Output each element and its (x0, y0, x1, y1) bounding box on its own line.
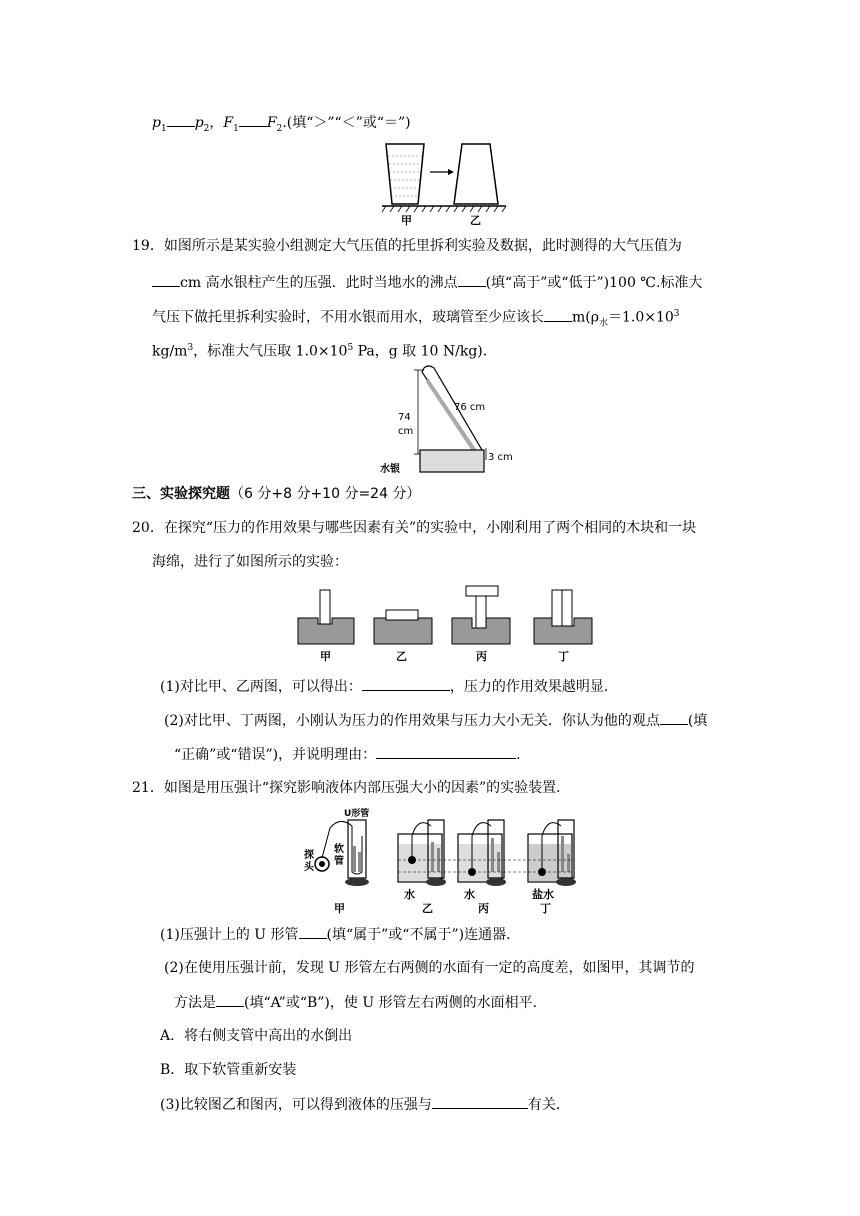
q21-figure (300, 806, 590, 916)
rho-subscript: 水 (598, 318, 608, 329)
q20-figure (296, 582, 596, 662)
question-text: (2)在使用压强计前，发现 U 形管左右两侧的水面有一定的高度差，如图甲，其调节的 (164, 960, 695, 976)
q21-sub2 (164, 958, 695, 978)
fill-hint: .(填“＞”“＜”或“＝”) (282, 115, 411, 131)
fig-label-jia: 甲 (401, 214, 412, 227)
question-text: 如图所示是某实验小组测定大气压值的托里拆利实验及数据，此时测得的大气压值为 (163, 238, 682, 254)
question-text: Pa，g 取 10 N/kg)． (353, 343, 497, 360)
option-text: B．取下软管重新安装 (160, 1062, 297, 1078)
q18-figure (380, 138, 510, 228)
question-text: (3)比较图乙和图丙，可以得到液体的压强与 (160, 1097, 432, 1113)
question-text: 气压下做托里拆利实验时，不用水银而用水，玻璃管至少应该长 (152, 309, 544, 326)
question-text: 如图是用压强计“探究影响液体内部压强大小的因素”的实验装置． (163, 780, 571, 796)
question-text: 海绵，进行了如图所示的实验： (152, 554, 348, 570)
sponge-diagrams (296, 582, 596, 648)
answer-blank[interactable] (458, 272, 486, 287)
label-3cm: 3 cm (488, 452, 513, 463)
label-hose: 软管 (334, 844, 344, 867)
question-number: 21． (132, 780, 164, 796)
fig-label-yi: 乙 (422, 902, 433, 915)
exponent: 3 (187, 343, 194, 353)
fig-label-yi: 乙 (396, 650, 407, 663)
answer-blank[interactable] (660, 710, 688, 725)
label-mercury: 水银 (380, 464, 400, 475)
separator: ， (209, 115, 224, 131)
label-liquid-water: 水 (404, 888, 415, 901)
exponent: 3 (673, 309, 680, 319)
f1-subscript: 1 (233, 123, 239, 134)
question-text: (填“A”或“B”)，使 U 形管左右两侧的水面相平． (244, 995, 547, 1011)
q21-option-a[interactable] (160, 1026, 352, 1046)
label-74: 74 (398, 412, 411, 423)
question-text: . (516, 747, 521, 763)
q21-option-b[interactable] (160, 1060, 296, 1080)
question-text: (填“属于”或“不属于”)连通器． (326, 927, 521, 943)
question-number: 20． (132, 520, 164, 536)
fig-label-bing: 丙 (478, 902, 489, 915)
label-76cm: 76 cm (454, 402, 486, 413)
label-cm: cm (398, 426, 414, 437)
question-text: cm 高水银柱产生的压强．此时当地水的沸点 (180, 275, 458, 291)
answer-blank[interactable] (432, 1094, 528, 1109)
question-text: kg/m (152, 343, 188, 360)
p2-symbol: p (194, 115, 204, 131)
question-text: (1)对比甲、乙两图，可以得出： (160, 679, 362, 695)
p2-subscript: 2 (203, 123, 210, 134)
q19-line3 (152, 304, 680, 333)
f1-symbol: F (223, 115, 234, 131)
section-title: 三、实验探究题 (132, 486, 230, 502)
fig-label-jia: 甲 (320, 650, 331, 663)
fig-label-ding: 丁 (540, 902, 551, 915)
q21-sub1 (160, 924, 520, 945)
question-text: (填“高于”或“低于”)100 ℃.标准大 (485, 275, 703, 291)
q21-sub2-cont (174, 992, 547, 1013)
q21-sub3 (160, 1094, 570, 1115)
question-text: ＝1.0×10 (607, 309, 674, 326)
section-heading (132, 484, 420, 504)
q20-sub2-cont (174, 744, 521, 765)
label-liquid-water: 水 (464, 888, 475, 901)
question-text: (2)对比甲、丁两图，小刚认为压力的作用效果与压力大小无关．你认为他的观点 (164, 713, 660, 729)
fig-label-ding: 丁 (558, 650, 569, 663)
answer-blank[interactable] (544, 307, 572, 322)
section-score: （6 分+8 分+10 分=24 分） (230, 486, 421, 502)
q19-line1 (132, 236, 682, 256)
answer-blank[interactable] (376, 744, 516, 759)
question-text: 在探究“压力的作用效果与哪些因素有关”的实验中，小刚利用了两个相同的木块和一块 (163, 520, 697, 536)
label-liquid-saltwater: 盐水 (532, 888, 554, 901)
answer-blank[interactable] (239, 112, 267, 127)
answer-blank[interactable] (362, 676, 450, 691)
q21-line1 (132, 778, 570, 798)
q20-sub1 (160, 676, 618, 697)
question-text: ，压力的作用效果越明显． (449, 679, 618, 695)
question-text: 有关． (527, 1097, 570, 1113)
f2-symbol: F (266, 115, 277, 131)
question-text: 方法是 (174, 995, 216, 1011)
q19-line2 (152, 272, 702, 293)
question-number: 19． (132, 238, 164, 254)
answer-blank[interactable] (167, 112, 195, 127)
answer-blank[interactable] (216, 992, 244, 1007)
q19-figure (378, 362, 518, 480)
f2-subscript: 2 (276, 123, 283, 134)
q20-line1 (132, 518, 696, 538)
label-utube: U形管 (344, 809, 370, 819)
containers-diagram (380, 138, 510, 228)
fig-label-jia: 甲 (334, 902, 345, 915)
label-probe: 探头 (304, 850, 314, 873)
q20-sub2 (164, 710, 707, 731)
q18-line (152, 112, 411, 139)
p1-subscript: 1 (160, 123, 167, 134)
question-text: ，标准大气压取 1.0×10 (193, 343, 348, 360)
question-text: “正确”或“错误”)，并说明理由： (174, 747, 377, 763)
fig-label-bing: 丙 (476, 650, 487, 663)
answer-blank[interactable] (299, 924, 327, 939)
fig-label-yi: 乙 (470, 214, 481, 227)
question-text: (填 (687, 713, 708, 729)
answer-blank[interactable] (152, 272, 180, 287)
q20-line2 (152, 552, 348, 572)
q19-line4 (152, 338, 497, 362)
question-text: (1)压强计上的 U 形管 (160, 927, 299, 943)
p1-symbol: p (152, 115, 161, 131)
exponent: 5 (347, 343, 354, 353)
option-text: A．将右侧支管中高出的水倒出 (160, 1028, 353, 1044)
question-text: m(ρ (572, 309, 599, 326)
